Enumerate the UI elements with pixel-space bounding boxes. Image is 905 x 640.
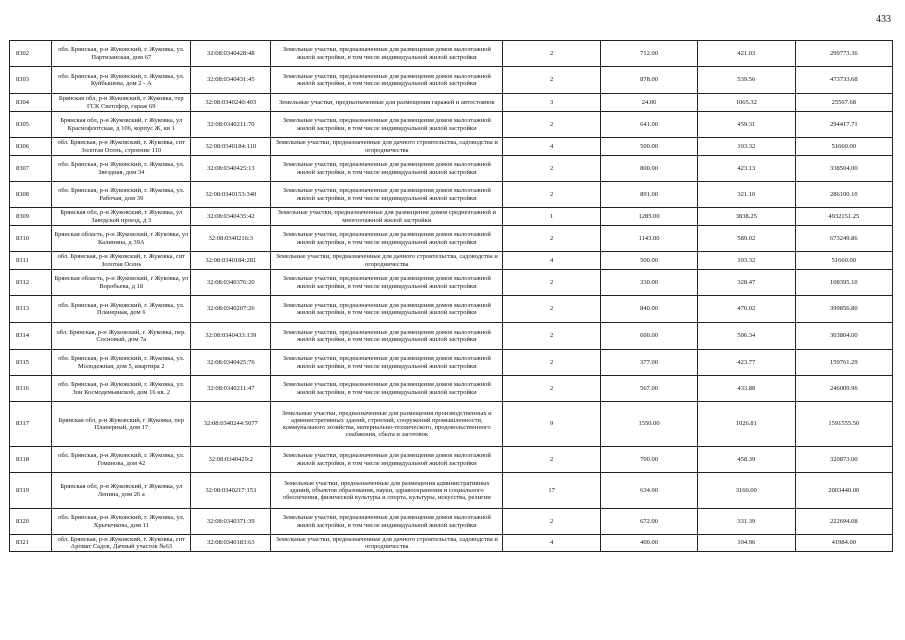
table-row — [10, 112, 893, 138]
area-cell: 634.00 — [600, 473, 697, 509]
land-use-cell: Земельные участки, предназначенные для размещения домов малоэтажной жилой застройки, в том числе индивидуальной жилой застройки — [271, 323, 503, 350]
address-cell: Брянская обл, р-н Жуковский, г Жуковка, ул Краснофлотская, д 106, корпус Ж, кв 1 — [52, 112, 191, 138]
cadastral-number-cell: 32:08:0340207:26 — [191, 296, 271, 323]
area-cell: 567.00 — [600, 376, 697, 402]
specific-value-cell: 328.47 — [698, 270, 795, 296]
land-use-cell: Земельные участки, предназначенные для размещения домов малоэтажной жилой застройки, в том числе индивидуальной жилой застройки — [271, 296, 503, 323]
table-row — [10, 323, 893, 350]
row-number: 8315 — [10, 350, 52, 376]
group-cell: 2 — [503, 509, 600, 535]
land-use-cell: Земельные участки, предназначенные для размещения домов среднеэтажной и многоэтажной жилой застройки — [271, 208, 503, 226]
specific-value-cell: 3838.25 — [698, 208, 795, 226]
cadastral-value-cell: 473733.68 — [795, 67, 892, 94]
land-use-cell: Земельные участки, предназначенные для размещения домов малоэтажной жилой застройки, в том числе индивидуальной жилой застройки — [271, 156, 503, 182]
cadastral-value-cell: 4932151.25 — [795, 208, 892, 226]
cadastral-value-cell: 222694.08 — [795, 509, 892, 535]
cadastral-value-cell: 320873.00 — [795, 447, 892, 473]
address-cell: обл. Брянская, р-н Жуковский, г. Жуковка, ул. Молодежная, дом 5, квартира 2 — [52, 350, 191, 376]
specific-value-cell: 423.77 — [698, 350, 795, 376]
address-cell: обл. Брянская, р-н Жуковский, г. Жуковка, ул. Куйбышева, дом 2 - А — [52, 67, 191, 94]
cadastral-number-cell: 32:08:0340216:3 — [191, 226, 271, 252]
specific-value-cell: 103.32 — [698, 138, 795, 156]
address-cell: обл. Брянская, р-н Жуковский, г. Жуковка, ул. Рабочая, дом 39 — [52, 182, 191, 208]
area-cell: 840.00 — [600, 296, 697, 323]
table-row — [10, 94, 893, 112]
land-use-cell: Земельные участки, предназначенные для дачного строительства, садоводства и огородничества — [271, 535, 503, 552]
cadastral-number-cell: 32:08:0340217:153 — [191, 473, 271, 509]
cadastral-number-cell: 32:08:0340211:47 — [191, 376, 271, 402]
row-number: 8313 — [10, 296, 52, 323]
cadastral-number-cell: 32:08:0340431:45 — [191, 67, 271, 94]
cadastral-number-cell: 32:08:0340184:110 — [191, 138, 271, 156]
cadastral-number-cell: 32:08:0340435:42 — [191, 208, 271, 226]
area-cell: 712.00 — [600, 41, 697, 67]
group-cell: 4 — [503, 138, 600, 156]
cadastral-value-cell: 2003440.00 — [795, 473, 892, 509]
table-row — [10, 138, 893, 156]
table-row — [10, 270, 893, 296]
group-cell: 17 — [503, 473, 600, 509]
specific-value-cell: 459.31 — [698, 112, 795, 138]
address-cell: обл. Брянская, р-н Жуковский, г. Жуковка, снт Золотая Осень, строение 110 — [52, 138, 191, 156]
address-cell: обл. Брянская, р-н Жуковский, г. Жуковка, ул. Планерная, дом 6 — [52, 296, 191, 323]
cadastral-value-cell: 673249.86 — [795, 226, 892, 252]
cadastral-number-cell: 32:08:0340433:139 — [191, 323, 271, 350]
cadastral-value-cell: 159761.29 — [795, 350, 892, 376]
land-use-cell: Земельные участки, предназначенные для размещения гаражей и автостоянок — [271, 94, 503, 112]
area-cell: 500.00 — [600, 252, 697, 270]
land-use-cell: Земельные участки, предназначенные для размещения административных зданий, объектов образования, науки, здравоохранения и социального обеспечения, физической культуры и спорта, культуры, искусства, религии — [271, 473, 503, 509]
address-cell: обл. Брянская, р-н Жуковский, г. Жуковка, ул. Хрычечкова, дом 11 — [52, 509, 191, 535]
cadastral-number-cell: 32:08:0340429:2 — [191, 447, 271, 473]
row-number: 8310 — [10, 226, 52, 252]
cadastral-value-cell: 1591555.50 — [795, 402, 892, 447]
cadastral-value-cell: 286100.10 — [795, 182, 892, 208]
address-cell: обл. Брянская, р-н Жуковский, г. Жуковка, ул. Партизанская, дом 67 — [52, 41, 191, 67]
table-row — [10, 156, 893, 182]
group-cell: 2 — [503, 296, 600, 323]
area-cell: 600.00 — [600, 323, 697, 350]
group-cell: 2 — [503, 323, 600, 350]
land-use-cell: Земельные участки, предназначенные для размещения домов малоэтажной жилой застройки, в том числе индивидуальной жилой застройки — [271, 226, 503, 252]
group-cell: 4 — [503, 252, 600, 270]
address-cell: обл. Брянская, р-н Жуковский, г. Жуковка, ул. Звездная, дом 34 — [52, 156, 191, 182]
specific-value-cell: 1065.32 — [698, 94, 795, 112]
row-number: 8309 — [10, 208, 52, 226]
specific-value-cell: 103.32 — [698, 252, 795, 270]
cadastral-number-cell: 32:08:0340211:70 — [191, 112, 271, 138]
cadastral-value-cell: 399856.80 — [795, 296, 892, 323]
area-cell: 400.00 — [600, 535, 697, 552]
row-number: 8306 — [10, 138, 52, 156]
group-cell: 9 — [503, 402, 600, 447]
land-use-cell: Земельные участки, предназначенные для размещения домов малоэтажной жилой застройки, в том числе индивидуальной жилой застройки — [271, 41, 503, 67]
page-number: 433 — [876, 14, 891, 25]
table-row — [10, 509, 893, 535]
address-cell: обл. Брянская, р-н Жуковский, г. Жуковка, ул. Гоманова, дом 42 — [52, 447, 191, 473]
land-use-cell: Земельные участки, предназначенные для размещения домов малоэтажной жилой застройки, в том числе индивидуальной жилой застройки — [271, 112, 503, 138]
area-cell: 672.00 — [600, 509, 697, 535]
cadastral-value-cell: 41984.00 — [795, 535, 892, 552]
land-use-cell: Земельные участки, предназначенные для дачного строительства, садоводства и огородничества — [271, 138, 503, 156]
table-row — [10, 41, 893, 67]
land-use-cell: Земельные участки, предназначенные для размещения домов малоэтажной жилой застройки, в том числе индивидуальной жилой застройки — [271, 376, 503, 402]
row-number: 8314 — [10, 323, 52, 350]
group-cell: 2 — [503, 182, 600, 208]
cadastral-number-cell: 32:08:0340376:20 — [191, 270, 271, 296]
address-cell: обл. Брянская, р-н Жуковский, г. Жуковка, снт Золотая Осень — [52, 252, 191, 270]
address-cell: Брянская обл, р-н Жуковский, г Жуковка, пер Планерный, дом 17 — [52, 402, 191, 447]
address-cell: обл. Брянская, р-н Жуковский, г. Жуковка, снт Аромат Садов, Дачный участок №63 — [52, 535, 191, 552]
specific-value-cell: 476.02 — [698, 296, 795, 323]
land-use-cell: Земельные участки, предназначенные для размещения домов малоэтажной жилой застройки, в том числе индивидуальной жилой застройки — [271, 509, 503, 535]
area-cell: 24.00 — [600, 94, 697, 112]
land-use-cell: Земельные участки, предназначенные для размещения домов малоэтажной жилой застройки, в том числе индивидуальной жилой застройки — [271, 350, 503, 376]
cadastral-number-cell: 32:08:0340153:340 — [191, 182, 271, 208]
group-cell: 2 — [503, 447, 600, 473]
specific-value-cell: 433.88 — [698, 376, 795, 402]
cadastral-value-cell: 25567.68 — [795, 94, 892, 112]
row-number: 8318 — [10, 447, 52, 473]
cadastral-number-cell: 32:08:0340240:403 — [191, 94, 271, 112]
specific-value-cell: 539.56 — [698, 67, 795, 94]
specific-value-cell: 506.34 — [698, 323, 795, 350]
row-number: 8316 — [10, 376, 52, 402]
table-row — [10, 296, 893, 323]
address-cell: обл. Брянская, р-н Жуковский, г. Жуковка, ул. Зои Космодемьянской, дом 16 кв. 2 — [52, 376, 191, 402]
address-cell: Брянская область, р-н Жуковский, г Жуковка, ул Калинина, д 39А — [52, 226, 191, 252]
area-cell: 700.00 — [600, 447, 697, 473]
area-cell: 1285.00 — [600, 208, 697, 226]
land-use-cell: Земельные участки, предназначенные для размещения домов малоэтажной жилой застройки, в том числе индивидуальной жилой застройки — [271, 447, 503, 473]
table-row — [10, 447, 893, 473]
cadastral-number-cell: 32:08:0340428:48 — [191, 41, 271, 67]
row-number: 8308 — [10, 182, 52, 208]
specific-value-cell: 321.10 — [698, 182, 795, 208]
area-cell: 1143.00 — [600, 226, 697, 252]
specific-value-cell: 331.39 — [698, 509, 795, 535]
area-cell: 800.00 — [600, 156, 697, 182]
land-use-cell: Земельные участки, предназначенные для размещения домов малоэтажной жилой застройки, в том числе индивидуальной жилой застройки — [271, 270, 503, 296]
area-cell: 1550.00 — [600, 402, 697, 447]
table-row — [10, 376, 893, 402]
group-cell: 2 — [503, 350, 600, 376]
area-cell: 878.00 — [600, 67, 697, 94]
row-number: 8320 — [10, 509, 52, 535]
cadastral-value-cell: 51660.00 — [795, 138, 892, 156]
row-number: 8304 — [10, 94, 52, 112]
address-cell: Брянская область, р-н Жуковский, г Жуковка, ул Воробьева, д 18 — [52, 270, 191, 296]
group-cell: 2 — [503, 112, 600, 138]
cadastral-value-table — [9, 40, 893, 552]
cadastral-number-cell: 32:08:0340184:281 — [191, 252, 271, 270]
cadastral-value-cell: 299773.36 — [795, 41, 892, 67]
group-cell: 2 — [503, 376, 600, 402]
area-cell: 330.00 — [600, 270, 697, 296]
row-number: 8302 — [10, 41, 52, 67]
row-number: 8321 — [10, 535, 52, 552]
address-cell: Брянская обл, р-н Жуковский, г Жуковка, ул Ленина, дом 26 а — [52, 473, 191, 509]
row-number: 8319 — [10, 473, 52, 509]
land-use-cell: Земельные участки, предназначенные для размещения домов малоэтажной жилой застройки, в том числе индивидуальной жилой застройки — [271, 182, 503, 208]
row-number: 8303 — [10, 67, 52, 94]
cadastral-value-cell: 108395.10 — [795, 270, 892, 296]
group-cell: 2 — [503, 41, 600, 67]
group-cell: 4 — [503, 535, 600, 552]
cadastral-number-cell: 32:08:0340244:5077 — [191, 402, 271, 447]
group-cell: 2 — [503, 226, 600, 252]
cadastral-number-cell: 32:08:0340371:39 — [191, 509, 271, 535]
address-cell: Брянская обл, р-н Жуковский, г Жуковка, тер ГСК Светофор, гараж 69 — [52, 94, 191, 112]
row-number: 8312 — [10, 270, 52, 296]
row-number: 8305 — [10, 112, 52, 138]
row-number: 8307 — [10, 156, 52, 182]
row-number: 8311 — [10, 252, 52, 270]
group-cell: 1 — [503, 208, 600, 226]
specific-value-cell: 423.13 — [698, 156, 795, 182]
cadastral-number-cell: 32:08:0340425:76 — [191, 350, 271, 376]
table-row — [10, 208, 893, 226]
group-cell: 2 — [503, 270, 600, 296]
address-cell: обл. Брянская, р-н Жуковский, г. Жуковка, пер. Сосновый, дом 7а — [52, 323, 191, 350]
specific-value-cell: 421.03 — [698, 41, 795, 67]
cadastral-value-cell: 294417.71 — [795, 112, 892, 138]
cadastral-value-cell: 338504.00 — [795, 156, 892, 182]
area-cell: 377.00 — [600, 350, 697, 376]
table-row — [10, 473, 893, 509]
area-cell: 641.00 — [600, 112, 697, 138]
row-number: 8317 — [10, 402, 52, 447]
group-cell: 3 — [503, 94, 600, 112]
table-row — [10, 402, 893, 447]
cadastral-number-cell: 32:08:0340183:63 — [191, 535, 271, 552]
area-cell: 500.00 — [600, 138, 697, 156]
group-cell: 2 — [503, 156, 600, 182]
cadastral-value-cell: 51660.00 — [795, 252, 892, 270]
cadastral-value-cell: 246009.96 — [795, 376, 892, 402]
table-row — [10, 252, 893, 270]
area-cell: 891.00 — [600, 182, 697, 208]
table-row — [10, 67, 893, 94]
specific-value-cell: 3160.00 — [698, 473, 795, 509]
cadastral-value-cell: 303804.00 — [795, 323, 892, 350]
specific-value-cell: 1026.81 — [698, 402, 795, 447]
table-row — [10, 182, 893, 208]
table-body — [10, 41, 893, 552]
specific-value-cell: 104.96 — [698, 535, 795, 552]
table-row — [10, 350, 893, 376]
table-row — [10, 226, 893, 252]
cadastral-number-cell: 32:08:0340425:13 — [191, 156, 271, 182]
specific-value-cell: 458.39 — [698, 447, 795, 473]
land-use-cell: Земельные участки, предназначенные для размещения производственных и административных зданий, строений, сооружений промышленности, коммунального хозяйства, материально-технического, продовольственного снабжения, сбыта и заготовок — [271, 402, 503, 447]
address-cell: Брянская обл, р-н Жуковский, г Жуковка, ул Заводской проезд, д 3 — [52, 208, 191, 226]
land-use-cell: Земельные участки, предназначенные для размещения домов малоэтажной жилой застройки, в том числе индивидуальной жилой застройки — [271, 67, 503, 94]
land-use-cell: Земельные участки, предназначенные для дачного строительства, садоводства и огородничества — [271, 252, 503, 270]
specific-value-cell: 589.02 — [698, 226, 795, 252]
group-cell: 2 — [503, 67, 600, 94]
table-row — [10, 535, 893, 552]
